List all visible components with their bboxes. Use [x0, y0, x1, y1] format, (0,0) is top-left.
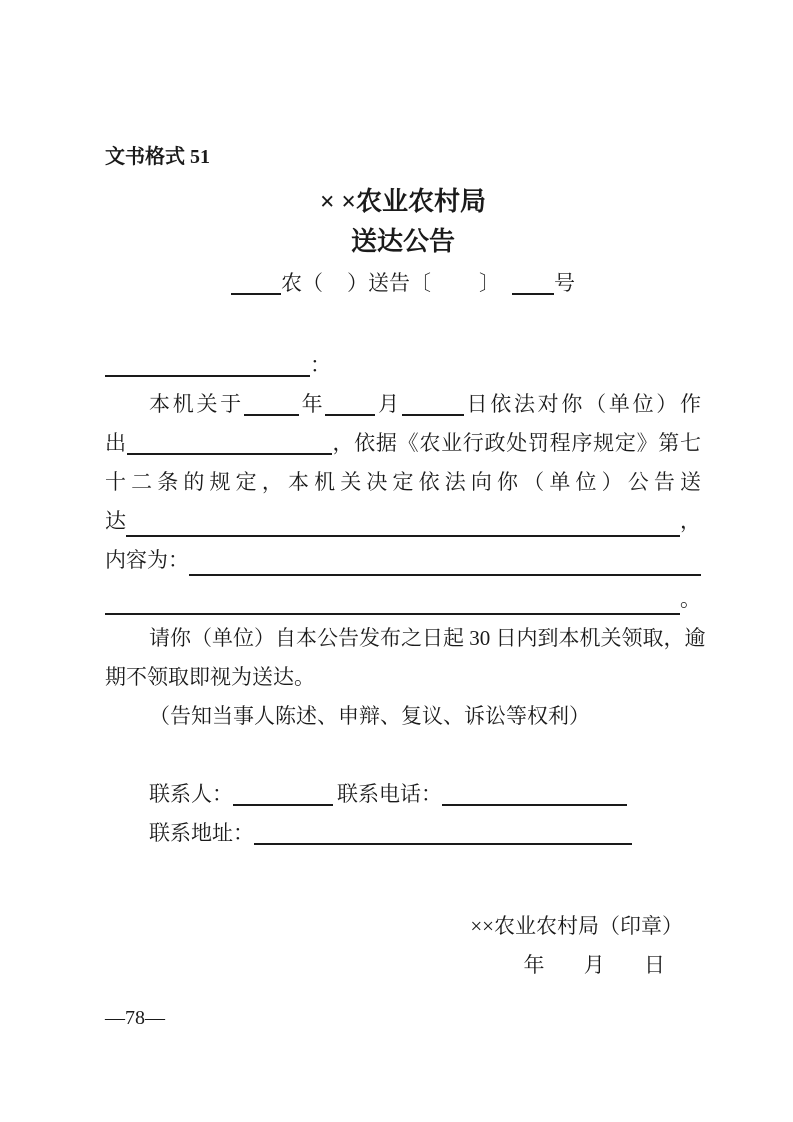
para1-line3: [105, 463, 701, 502]
doc-number-seg-type: ）送告〔: [347, 271, 431, 295]
contact-address-label: 联系地址：: [149, 821, 254, 845]
rights-note-line: [105, 697, 701, 736]
para1-line4-text-b: ，: [680, 509, 701, 533]
doc-number-blank: [512, 290, 554, 295]
agency-prefix-blank: [231, 290, 281, 295]
para1-line1-text-c: 月: [375, 392, 402, 416]
addressee-colon: ：: [310, 353, 331, 377]
page-number: —78—: [105, 1007, 165, 1029]
doc-title: 送达公告: [350, 227, 455, 256]
para2-line2-text: 期不领取即视为送达。: [105, 665, 315, 689]
contact-person-line: [105, 775, 701, 814]
para1-line1-text-b: 年: [298, 392, 326, 416]
format-label: 文书格式 51: [105, 146, 210, 168]
doc-number-seg-suffix: 号: [554, 271, 575, 295]
month-blank: [325, 411, 375, 416]
para1-line4-text-a: 达: [105, 509, 126, 533]
contact-address-blank: [254, 840, 632, 845]
document-body: [105, 346, 706, 853]
para1-line2: [105, 424, 701, 463]
content-label: 内容为：: [105, 548, 189, 572]
para1-line6-period: 。: [680, 587, 701, 611]
contact-person-blank: [233, 801, 333, 806]
contact-phone-label: 联系电话：: [337, 782, 442, 806]
para1-line1: [105, 385, 701, 424]
contact-address-line: [105, 814, 701, 853]
para1-line6: [105, 580, 701, 619]
addressee-blank: [105, 372, 310, 377]
blank-line: [105, 736, 701, 775]
para1-line1-text-a: 本机关于: [149, 392, 244, 416]
delivery-item-blank: [126, 502, 680, 537]
para1-line2-text-a: 出: [105, 431, 127, 455]
para1-line1-text-d: 日依法对你（单位）作: [463, 392, 702, 416]
para2-line1: [105, 619, 706, 658]
para2-line2: [105, 658, 701, 697]
doc-number-seg-agency: 农（: [281, 271, 323, 295]
para1-line4: [105, 502, 701, 541]
document-content: [105, 0, 706, 1031]
signature-org: ××农业农村局（印章）: [470, 914, 683, 938]
para1-line2-text-b: ，依据《农业行政处罚程序规定》第七: [331, 431, 702, 455]
addressee-line: [105, 346, 701, 385]
org-title: × ×农业农村局: [319, 187, 487, 216]
contact-phone-blank: [442, 801, 627, 806]
doc-number-seg-bracket-close: 〕: [479, 271, 500, 295]
signature-date: 年 月 日: [523, 953, 665, 977]
content-blank-2: [105, 580, 680, 615]
decision-blank: [127, 450, 332, 455]
day-blank: [402, 411, 464, 416]
content-blank-1: [189, 541, 701, 576]
para1-line5: [105, 541, 701, 580]
doc-number-line: [105, 266, 701, 300]
para1-line3-text: 十二条的规定，本机关决定依法向你（单位）公告送: [105, 470, 701, 494]
rights-note-text: （告知当事人陈述、申辩、复议、诉讼等权利）: [149, 704, 590, 728]
year-blank: [244, 411, 299, 416]
contact-person-label: 联系人：: [149, 782, 233, 806]
para2-line1-text: 请你（单位）自本公告发布之日起 30 日内到本机关领取，逾: [149, 626, 706, 650]
